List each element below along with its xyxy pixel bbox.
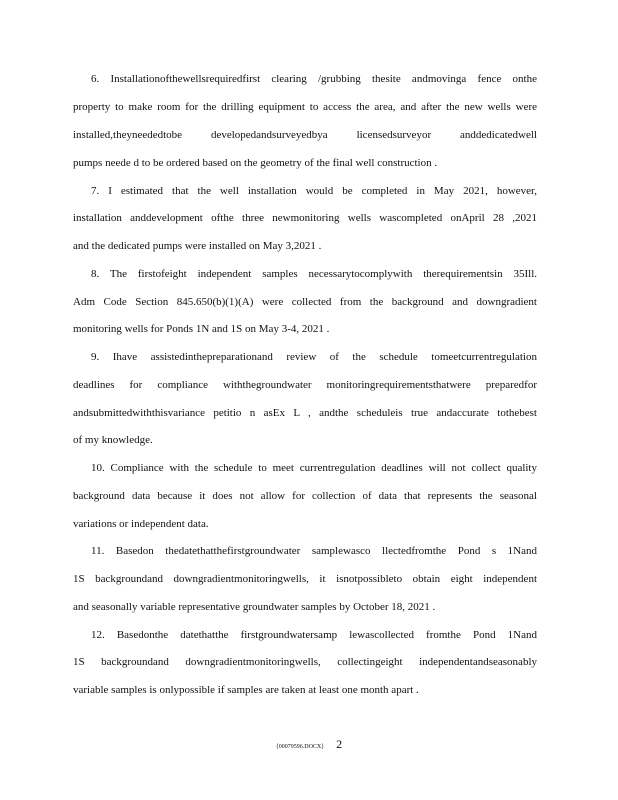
paragraph-10-line-3: variations or independent data. [73, 518, 209, 530]
paragraph-11-line-3: and seasonally variable representative groundwater samples by October 18, 2021 . [73, 601, 436, 613]
document-id: {00079596.DOCX} [275, 744, 325, 750]
paragraph-6-line-1: 6. Installationofthewellsrequiredfirst clearing /grubbing thesite andmovinga fence onthe [91, 73, 537, 85]
page-number: 2 [336, 737, 343, 751]
paragraph-8-line-3: monitoring wells for Ponds 1N and 1S on May 3-4, 2021 . [73, 323, 330, 335]
paragraph-10-line-2: background data because it does not allow for collection of data that represents the seasonal [73, 490, 537, 502]
paragraph-9-line-4: of my knowledge. [73, 434, 153, 446]
paragraph-12-line-3: variable samples is onlypossible if samples are taken at least one month apart . [73, 684, 419, 696]
paragraph-7-line-2: installation anddevelopment ofthe three newmonitoring wells wascompleted onApril 28 ,2021 [73, 212, 537, 224]
paragraph-12-line-1: 12. Basedonthe datethatthe firstgroundwatersamp lewascollected fromthe Pond 1Nand [91, 629, 537, 641]
paragraph-6-line-4: pumps neede d to be ordered based on the geometry of the final well construction . [73, 157, 438, 169]
paragraph-9-line-3: andsubmittedwiththisvariance petitio n asEx L , andthe scheduleis true andaccurate tothebest [73, 407, 537, 419]
paragraph-6-line-3: installed,theyneededtobe developedandsurveyedbya licensedsurveyor anddedicatedwell [73, 129, 537, 141]
paragraph-11-line-2: 1S backgroundand downgradientmonitoringwells, it isnotpossibleto obtain eight independent [73, 573, 537, 585]
paragraph-9-line-1: 9. Ihave assistedinthepreparationand review of the schedule tomeetcurrentregulation [91, 351, 537, 363]
paragraph-9-line-2: deadlines for compliance withthegroundwater monitoringrequirementsthatwere preparedfor [73, 379, 537, 391]
paragraph-6-line-2: property to make room for the drilling equipment to access the area, and after the new wells were [73, 101, 537, 113]
paragraph-11-line-1: 11. Basedon thedatethatthefirstgroundwater samplewasco llectedfromthe Pond s 1Nand [91, 545, 537, 557]
paragraph-8-line-2: Adm Code Section 845.650(b)(1)(A) were collected from the background and downgradient [73, 296, 537, 308]
paragraph-12-line-2: 1S backgroundand downgradientmonitoringwells, collectingeight independentandseasonably [73, 656, 537, 668]
page-footer [0, 735, 618, 753]
paragraph-7-line-1: 7. I estimated that the well installation would be completed in May 2021, however, [91, 185, 537, 197]
paragraph-7-line-3: and the dedicated pumps were installed on May 3,2021 . [73, 240, 322, 252]
paragraph-10-line-1: 10. Compliance with the schedule to meet currentregulation deadlines will not collect quality [91, 462, 537, 474]
paragraph-8-line-1: 8. The firstofeight independent samples necessarytocomplywith therequirementsin 35Ill. [91, 268, 537, 280]
